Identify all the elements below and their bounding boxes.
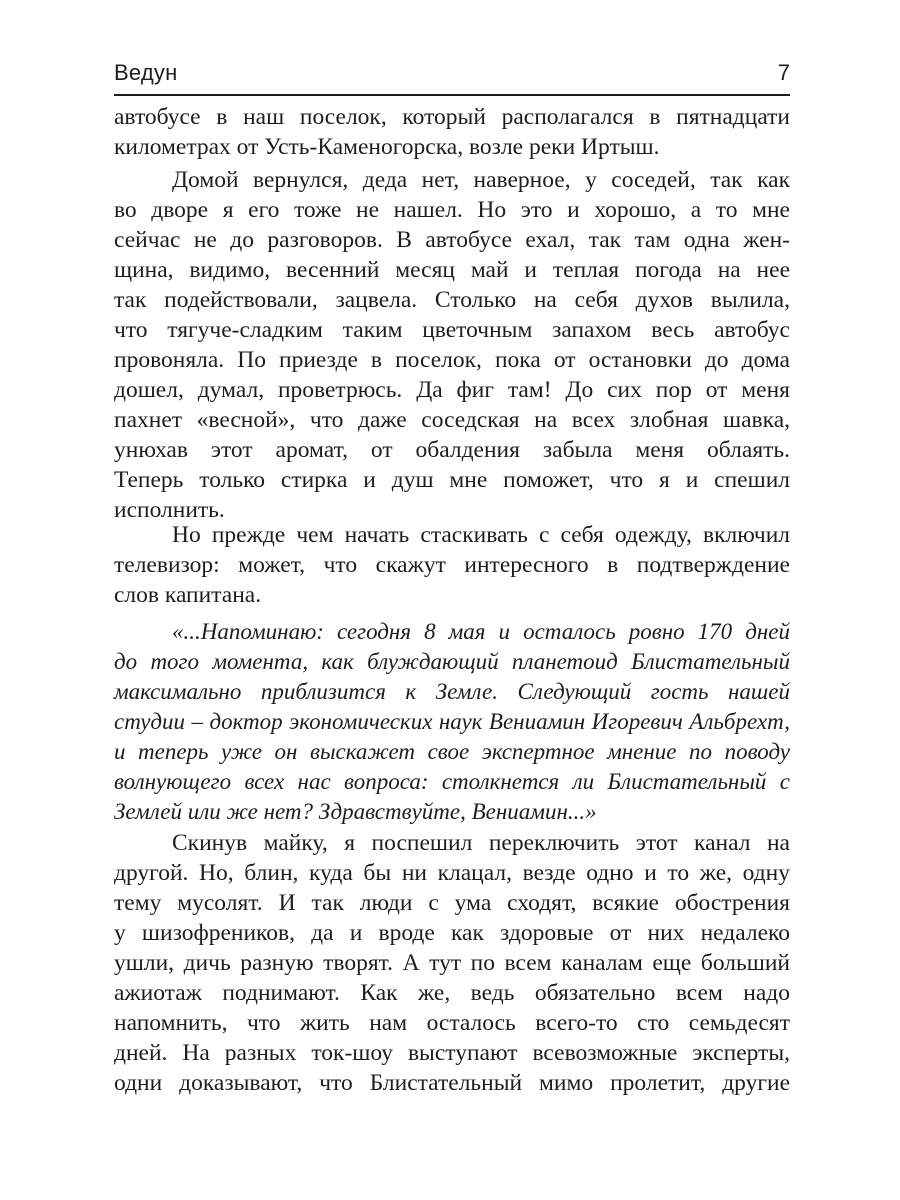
text-line: Землей или же нет? Здравствуйте, Вениамин...» xyxy=(114,799,597,824)
paragraph xyxy=(114,828,790,1098)
tv-quote-paragraph xyxy=(114,617,790,827)
paragraph xyxy=(114,165,790,525)
text-line: дней. На разных ток-шоу выступают всевозможные эксперты, xyxy=(114,1040,790,1066)
text-line: дошел, думал, проветрюсь. Да фиг там! До сих пор от меня xyxy=(114,377,790,403)
text-line: щина, видимо, весенний месяц май и теплая погода на нее xyxy=(114,257,790,283)
text-line: ушли, дичь разную творят. А тут по всем каналам еще больший xyxy=(114,950,790,976)
text-line: слов капитана. xyxy=(114,582,262,608)
text-line: Теперь только стирка и душ мне поможет, что я и спешил xyxy=(114,467,790,493)
paragraph-continuation xyxy=(114,102,790,162)
text-line: и теперь уже он выскажет свое экспертное мнение по поводу xyxy=(114,739,790,764)
text-line: что тягуче-сладким таким цветочным запахом весь автобус xyxy=(114,317,790,343)
text-line: до того момента, как блуждающий планетоид Блистательный xyxy=(114,649,790,674)
header-rule xyxy=(114,94,790,96)
text-line: «...Напоминаю: сегодня 8 мая и осталось ровно 170 дней xyxy=(172,619,790,644)
text-line: одни доказывают, что Блистательный мимо пролетит, другие xyxy=(114,1070,790,1096)
text-line: тему мусолят. И так люди с ума сходят, всякие обострения xyxy=(114,890,790,916)
text-line: исполнить. xyxy=(114,497,225,523)
text-line: сейчас не до разговоров. В автобусе ехал, так там одна жен- xyxy=(114,227,790,253)
text-line: ажиотаж поднимают. Как же, ведь обязательно всем надо xyxy=(114,980,790,1006)
running-header xyxy=(114,58,790,92)
text-line: автобусе в наш поселок, который располагался в пятнадцати xyxy=(114,104,790,130)
text-line: максимально приблизится к Земле. Следующий гость нашей xyxy=(114,679,790,704)
text-line: волнующего всех нас вопроса: столкнется ли Блистательный с xyxy=(114,769,790,794)
text-line: унюхав этот аромат, от обалдения забыла меня облаять. xyxy=(114,437,790,463)
text-line: Скинув майку, я поспешил переключить этот канал на xyxy=(172,830,790,856)
text-line: напомнить, что жить нам осталось всего-то сто семьдесят xyxy=(114,1010,790,1036)
page-number: 7 xyxy=(777,60,790,85)
text-line: Домой вернулся, деда нет, наверное, у соседей, так как xyxy=(172,167,790,193)
text-line: так подействовали, зацвела. Столько на себя духов вылила, xyxy=(114,287,790,313)
running-title: Ведун xyxy=(114,60,178,85)
text-line: провоняла. По приезде в поселок, пока от остановки до дома xyxy=(114,347,790,373)
text-line: у шизофреников, да и вроде как здоровые от них недалеко xyxy=(114,920,790,946)
text-line: телевизор: может, что скажут интересного в подтверждение xyxy=(114,552,790,578)
text-line: километрах от Усть-Каменогорска, возле реки Иртыш. xyxy=(114,134,660,160)
text-line: другой. Но, блин, куда бы ни клацал, везде одно и то же, одну xyxy=(114,860,790,886)
paragraph xyxy=(114,520,790,610)
text-line: пахнет «весной», что даже соседская на всех злобная шавка, xyxy=(114,407,790,433)
text-line: Но прежде чем начать стаскивать с себя одежду, включил xyxy=(172,522,790,548)
text-line: во дворе я его тоже не нашел. Но это и хорошо, а то мне xyxy=(114,197,790,223)
text-line: студии – доктор экономических наук Вениамин Игоревич Альбрехт, xyxy=(114,709,790,734)
